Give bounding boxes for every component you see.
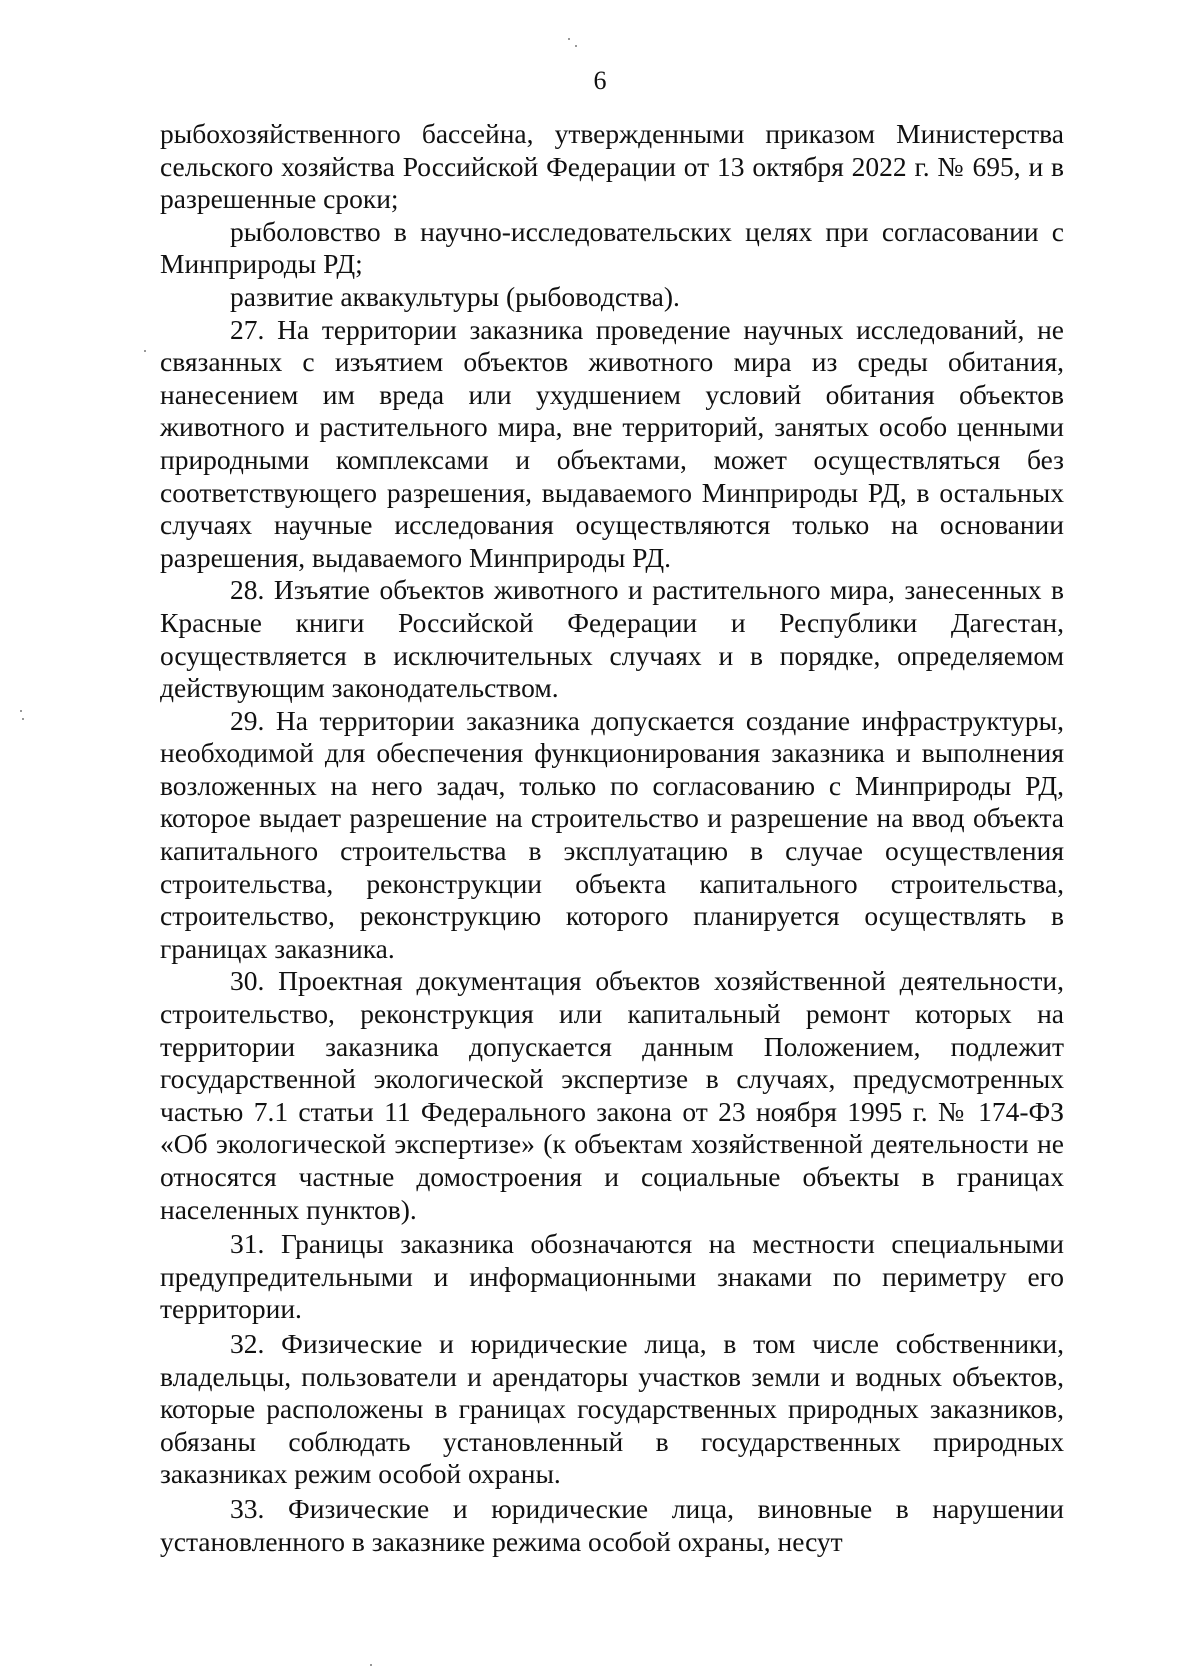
paragraph-27: 27. На территории заказника проведение научных исследований, не связанных с изъятием объектов животного мира из среды обитания, нанесением им вреда или ухудшением условий обитания объектов животного и растительного мира, вне территорий, занятых особо ценными природными комплексами и объектами, может осуществляться без соответствующего разрешения, выдаваемого Минприроды РД, в остальных случаях научные исследования осуществляются только на основании разрешения, выдаваемого Минприроды РД.	[160, 313, 1064, 573]
paragraph-28: 28. Изъятие объектов животного и растительного мира, занесенных в Красные книги Российской Федерации и Республики Дагестан, осуществляется в исключительных случаях и в порядке, определяемом действующим законодательством.	[160, 574, 1064, 704]
paragraph-33: 33. Физические и юридические лица, виновные в нарушении установленного в заказнике режима особой охраны, несут	[160, 1492, 1064, 1557]
paragraph-fishing-research: рыболовство в научно-исследовательских целях при согласовании с Минприроды РД;	[160, 215, 1064, 280]
paragraph-32: 32. Физические и юридические лица, в том числе собственники, владельцы, пользователи и арендаторы участков земли и водных объектов, которые расположены в границах государственных природных заказников, обязаны соблюдать установленный в государственных природных заказниках режим особой охраны.	[160, 1327, 1064, 1490]
paragraph-29: 29. На территории заказника допускается создание инфраструктуры, необходимой для обеспечения функционирования заказника и выполнения возложенных на него задач, только по согласованию с Минприроды РД, которое выдает разрешение на строительство и разрешение на ввод объекта капитального строительства в эксплуатацию в случае осуществления строительства, реконструкции объекта капитального строительства, строительство, реконструкцию которого планируется осуществлять в границах заказника.	[160, 704, 1064, 964]
scan-speck	[575, 45, 577, 47]
paragraph-continuation: рыбохозяйственного бассейна, утвержденными приказом Министерства сельского хозяйства Российской Федерации от 13 октября 2022 г. № 695, и в разрешенные сроки;	[160, 118, 1064, 215]
scan-speck	[568, 38, 570, 40]
scan-speck	[144, 350, 146, 352]
paragraph-aquaculture: развитие аквакультуры (рыбоводства).	[230, 280, 680, 312]
scan-speck	[22, 718, 24, 720]
paragraph-30: 30. Проектная документация объектов хозяйственной деятельности, строительство, реконструкция или капитальный ремонт которых на территории заказника допускается данным Положением, подлежит государственной экологической экспертизе в случаях, предусмотренных частью 7.1 статьи 11 Федерального закона от 23 ноября 1995 г. № 174-ФЗ «Об экологической экспертизе» (к объектам хозяйственной деятельности не относятся частные домостроения и социальные объекты в границах населенных пунктов).	[160, 965, 1064, 1225]
scan-speck	[20, 710, 22, 712]
document-body	[160, 118, 1064, 1558]
paragraph-31: 31. Границы заказника обозначаются на местности специальными предупредительными и информационными знаками по периметру его территории.	[160, 1228, 1064, 1325]
scan-speck	[370, 1664, 372, 1666]
page-number: 6	[593, 66, 607, 95]
